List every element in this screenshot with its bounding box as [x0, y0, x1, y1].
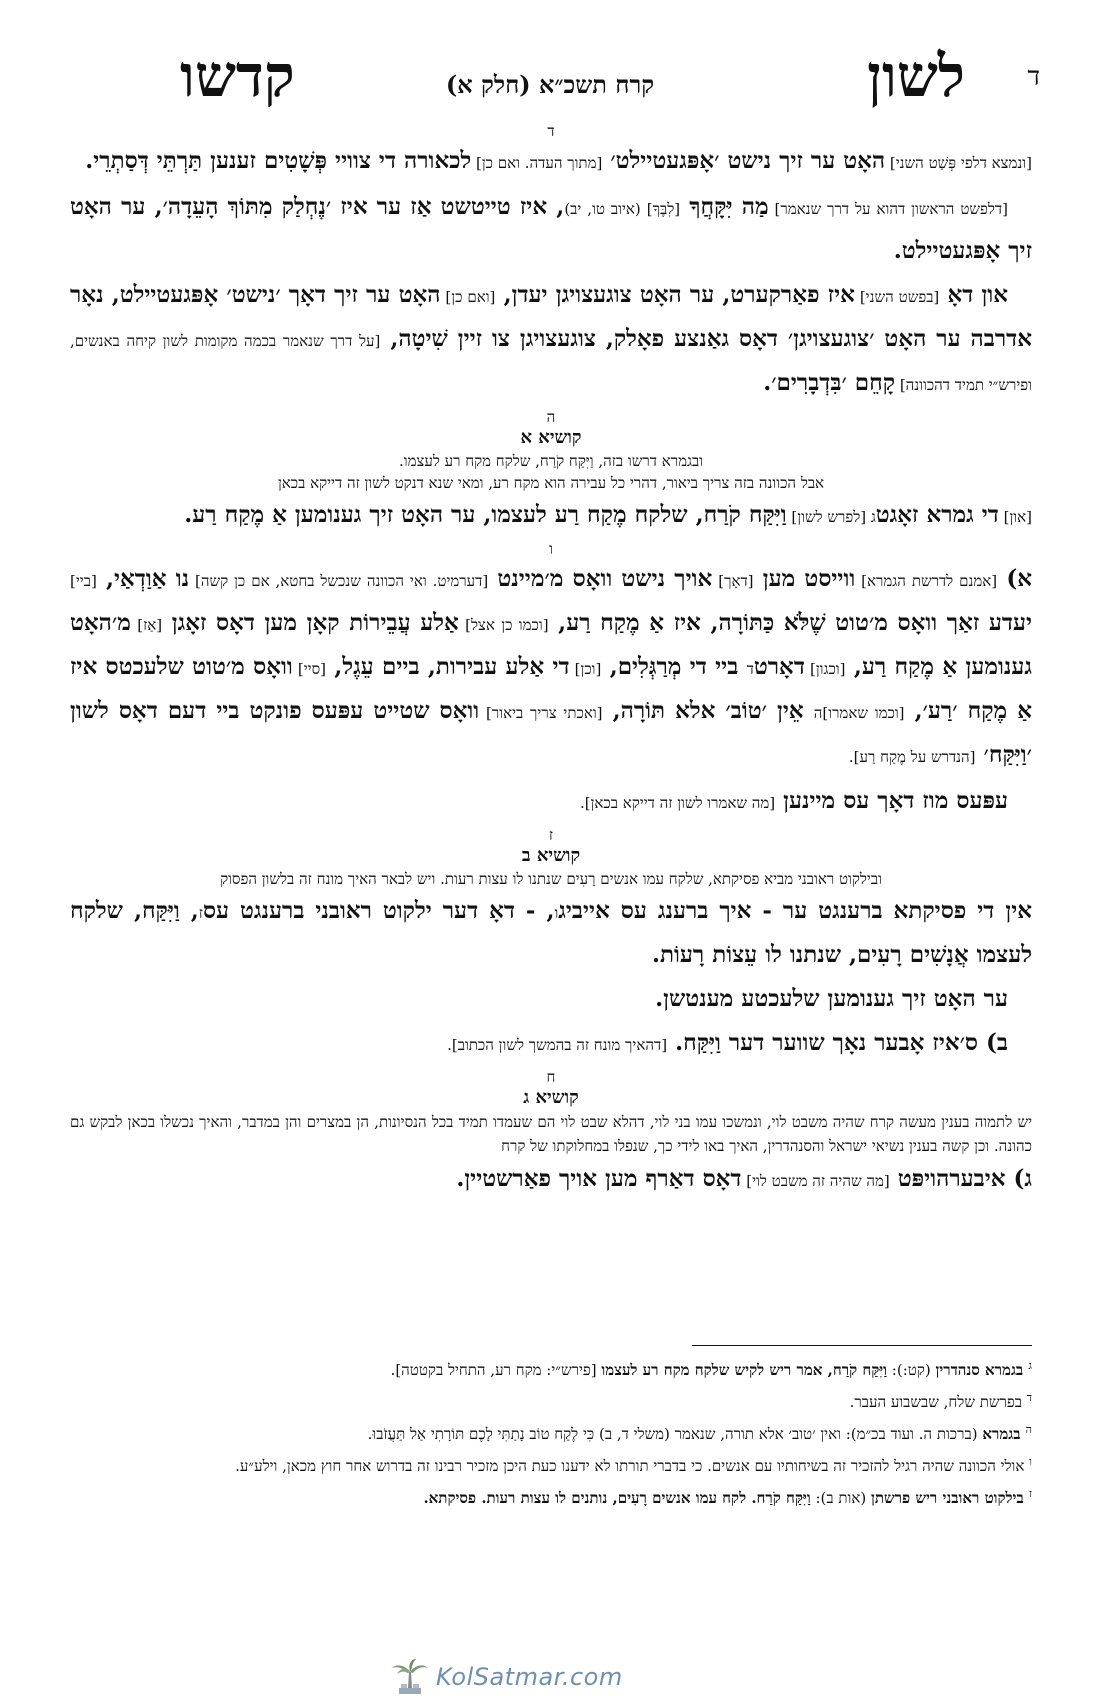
footnote-bold-text: וַיִּקַּח קֹרַח, אמר ריש לקיש שלקח מקח רע לעצמו [601, 1361, 888, 1379]
footnote [70, 1480, 1032, 1512]
section-intro: יש לתמוה בענין מעשה קרח שהיה משבט לוי, ונמשכו עמו בני לוי, דהלא שבט לוי הם שעמדו תמיד בכל הנסיונות, הן במצרים והן במדבר, והאיך נכשלו בכאן לבקש גם כהונה. וכן קשה בענין נשיאי ישראל והסנהדרין, האיך באו לידי כך, שנפלו במחלוקתו של קרח [70, 1113, 1032, 1155]
text-run: דאָרט [753, 653, 805, 680]
palm-tree-logo-icon [390, 1658, 430, 1696]
body-paragraph [70, 558, 1032, 778]
bracket-note: ז [198, 904, 203, 922]
body-paragraph [70, 274, 1032, 406]
bracket-note: [דערמיט. ואי הכוונה שנכשל בחטא, אם כן קשה] [189, 572, 489, 590]
page-number: ד [1027, 62, 1040, 92]
section-intro: אבל הכוונה בזה צריך ביאור, דהרי כל עבירה הוא מקח רע, ומאי שנא דנקט לשון זה דייקא בכאן [277, 474, 825, 492]
footnote-marker: ז [1028, 1487, 1032, 1500]
header-title-lashon: לשון [867, 42, 965, 110]
footnote-text: בפרשת שלח, שבשבוע העבר. [849, 1393, 1027, 1411]
bracket-note: [ונמצא דלפי פְּשַׁט השני] [885, 154, 1032, 172]
footnote [70, 1416, 1032, 1448]
bracket-note: [מה שאמרו לשון זה דייקא בכאן]. [579, 794, 776, 812]
bracket-note: [על דרך שנאמר בכמה מקומות לשון קיחה באנשים, ופירש״י תמיד דהכוונה] [70, 332, 1032, 394]
text-run: ג) איבערהויפּט [889, 1165, 1032, 1192]
text-run: האָט ער זיך דאָך ׳נישט׳ אָפּגעטיילט, נאָר אדרבה ער האָט ׳צוגעצויגן׳ דאָס גאַנצע פאָלק, צוגעצויגן צו זיין שִׁיטָה, [70, 281, 1032, 352]
footnote [70, 1352, 1032, 1384]
text-run: יעדע זאַך וואָס מ׳טוט שֶׁלֹּא כַּתּוֹרָה, איז אַ מֶקַח רַע, [548, 609, 1032, 636]
bracket-note: [בפשט השני] [854, 288, 940, 306]
bracket-note: [מה שהיה זה משבט לוי] [741, 1172, 890, 1190]
footnote-marker: ג [1028, 1359, 1032, 1372]
bracket-note: [וכמו כן אצל] [458, 616, 549, 634]
text-run: ביי די מְרַגְּלִים, [601, 653, 747, 680]
footnotes [70, 1352, 1032, 1512]
footnote-marker: ה [1025, 1423, 1032, 1436]
section-intro: ובילקוט ראובני מביא פסיקתא, שלקח עמו אנשים רָעִים שנתנו לו עצות רעות. ויש לבאר האיך מונח זה בלשון הפסוק [220, 870, 882, 888]
footnote [70, 1384, 1032, 1416]
body-paragraph [70, 186, 1032, 272]
text-run: ער האָט זיך גענומען שלעכטע מענטשן. [655, 985, 1008, 1012]
text-run: ווייסט מען [753, 565, 856, 592]
footnote [70, 1448, 1032, 1480]
header-title-kodsho: קדשו [180, 42, 295, 110]
bracket-note: ה [813, 704, 823, 722]
text-run: וַיִּקַּח קֹרַח, שלקח מֶקַח רַע לעצמו, ער האָט זיך גענומען אַ מֶקַח רַע. [184, 501, 787, 528]
text-run: , וַיִּקַּח, שלקח לעצמו אֲנָשִׁים רָעִים, שנתנו לו עֵצוֹת רָעוֹת. [70, 897, 1032, 968]
body-paragraph [70, 1022, 1032, 1066]
text-run: נו אַוַדְאַי, [96, 565, 190, 592]
bracket-note: [און] [998, 508, 1032, 526]
bracket-note: [דהאיך מונח זה בהמשך לשון הכתוב]. [447, 1036, 668, 1054]
body-paragraph [70, 780, 1032, 824]
footnote-bold-text: בגמרא [982, 1425, 1026, 1443]
text-run: מ׳האָט גענומען אַ מֶקַח רַע, [70, 609, 1032, 680]
section-letter: ז [548, 826, 554, 844]
body-paragraph [70, 1158, 1032, 1202]
section-intro: ובגמרא דרשו בזה, וַיִּקַּח קֹרַח, שלקח מקח רע לעצמו. [398, 452, 704, 470]
footnote-divider [692, 1345, 1032, 1346]
section-letter: ה [546, 408, 556, 426]
bracket-note: [ואם כן] [440, 288, 496, 306]
text-run: אֵין ׳טוֹב׳ אלא תּוֹרָה, [602, 697, 814, 724]
text-run: , איז טייטשט אַז ער איז ׳נֶחְלַק מִתּוֹךְ הָעֵדָה׳, ער האָט זיך אָפּגעטיילט. [70, 193, 1032, 264]
footnote-text: [פירש״י: מקח רע, התחיל בקטטה]. [390, 1361, 602, 1379]
footnote-marker: ו [1029, 1455, 1032, 1468]
bracket-note: [מתוך העדה. ואם כן] [471, 154, 603, 172]
text-run: וואָס מ׳טוט שלעכטס איז אַ מֶקַח ׳רַע׳, [70, 653, 1032, 724]
footnote-bold-text: וַיִּקַּח קֹרַח. לקח עמו אנשים רָעִים, נותנים לו עצות רעות. פסיקתא. [423, 1489, 811, 1507]
section-letter: ד [547, 122, 555, 140]
footnote-marker: ד [1026, 1391, 1032, 1404]
footnote-bold-text: בגמרא סנהדרין [935, 1361, 1029, 1379]
watermark [390, 1658, 623, 1696]
text-run: עפּעס מוז דאָך עס מיינען [775, 787, 1008, 814]
bracket-note: [לפרש לשון] [786, 508, 871, 526]
section-title: קושיא א [520, 427, 582, 448]
text-run: די גמרא זאָגט [875, 501, 999, 528]
bracket-note: [אמנם לדרשת הגמרא] [855, 572, 998, 590]
bracket-note: [סיי] [292, 660, 326, 678]
bracket-note: ד [746, 660, 754, 678]
body-paragraph [70, 494, 1032, 538]
bracket-note: [וכגון] [804, 660, 846, 678]
text-run: און דאָ [939, 281, 1008, 308]
page-header [60, 40, 1040, 110]
header-parsha: קרח תשכ״א (חלק א) [445, 70, 655, 99]
bracket-note: [דלפשט הראשון דהוא על דרך שנאמר] [768, 200, 1008, 218]
section-title: קושיא ג [523, 1087, 579, 1108]
text-run: אויך נישט וואָס מ׳מיינט [488, 565, 713, 592]
text-run: אַלע עֲבֵירוֹת קאָן מען דאָס זאָגן [162, 609, 459, 636]
section-letter: ו [549, 540, 553, 558]
footnote-text: (ברכות ה. ועוד בכ״מ): ואין ׳טוב׳ אלא תורה, שנאמר (משלי ד, ב) כִּי לֶקַח טוֹב נָתַתִּי לָכֶם תּוֹרָתִי אַל תַּעֲזֹבוּ. [367, 1425, 983, 1443]
bracket-note: ו [554, 904, 559, 922]
footnote-text: (אות ב): [810, 1489, 871, 1507]
text-run: א) [997, 565, 1032, 592]
text-run: דאָס דאַרף מען אויך פאַרשטיין. [456, 1165, 742, 1192]
text-run: מַה יִּקָּחֲךָ [680, 193, 769, 220]
watermark-text: KolSatmar.com [436, 1663, 623, 1691]
main-text [70, 122, 1032, 1204]
text-run: די אַלע עבירות, ביים עֵגֶל, [325, 653, 570, 680]
text-run: , - דאָ דער ילקוט ראובני ברענגט עס [202, 897, 555, 924]
text-run: קָחֵם ׳בִּדְבָרִים׳. [763, 369, 896, 396]
footnote-text: (קט:): [887, 1361, 936, 1379]
bracket-note: [לִבֶּךָ] (איוב טו, יב) [564, 200, 681, 218]
text-run: לכאורה די צוויי פְּשָׁטִים זענען תַּרְתֵּי דְּסַתְרֵי. [85, 147, 472, 174]
section-title: קושיא ב [521, 845, 581, 866]
footnote-bold-text: בילקוט ראובני ריש פרשתן [871, 1489, 1029, 1507]
bracket-note: [דאָך] [712, 572, 754, 590]
text-run: ב) ס׳איז אָבער נאָך שווער דער וַיִּקַּח. [667, 1029, 1008, 1056]
body-paragraph [70, 978, 1032, 1020]
text-run: אין די פסיקתא ברענגט ער - איך ברענג עס אייביג [558, 897, 1032, 924]
text-run: איז פאַרקערט, ער האָט צוגעצויגן יעדן, [495, 281, 855, 308]
bracket-note: [ואכתי צריך ביאור] [479, 704, 603, 722]
bracket-note: ג [870, 508, 876, 526]
bracket-note: [הנדרש על מֶקַח רַע]. [848, 748, 976, 766]
body-paragraph [70, 890, 1032, 976]
body-paragraph [70, 140, 1032, 184]
bracket-note: [וכמו שאמרו] [822, 704, 905, 722]
footnote-text: אולי הכוונה שהיה רגיל להזכיר זה בשיחותיו עם אנשים. כי בדברי תורתו לא ידענו כעת היכן מזכיר רבינו זה בדרוש אחר חוץ מכאן, וילע״ע. [235, 1457, 1030, 1475]
bracket-note: [וכן] [569, 660, 602, 678]
bracket-note: [ביי] [70, 572, 97, 590]
text-run: האָט ער זיך נישט ׳אָפּגעטיילט׳ [602, 147, 886, 174]
bracket-note: [אַז] [130, 616, 163, 634]
text-run: וואָס שטייט עפּעס פונקט ביי דעם דאָס לשון ׳וַיִּקַּח׳ [70, 697, 1032, 768]
section-letter: ח [546, 1068, 556, 1086]
